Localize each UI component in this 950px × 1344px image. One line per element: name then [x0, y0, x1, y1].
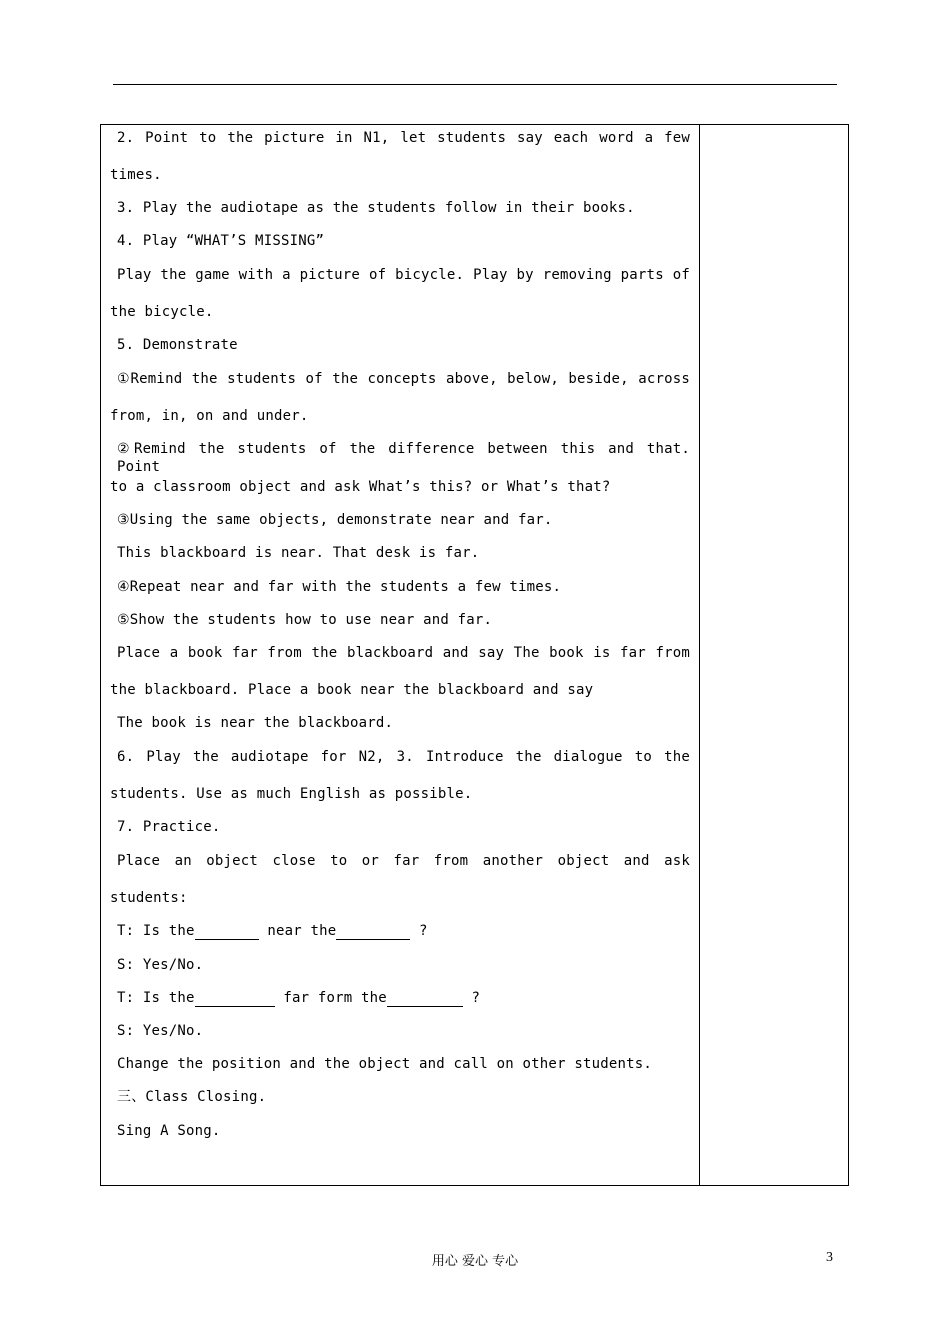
step-2-line-1: 2. Point to the picture in N1, let students say each word a few	[117, 130, 690, 146]
demo-2-line-2: to a classroom object and ask What’s this? or What’s that?	[110, 479, 611, 495]
fill-blank	[387, 990, 463, 1007]
step-7-line-1: Place an object close to or far from another object and ask	[117, 853, 690, 869]
step-2-line-2: times.	[110, 167, 162, 183]
question-far-end: ?	[471, 990, 481, 1006]
step-6-line-2: students. Use as much English as possible.	[110, 786, 473, 802]
step-5-title: 5. Demonstrate	[117, 337, 238, 353]
question-far-middle: far form the	[283, 990, 387, 1006]
class-closing-title: 三、Class Closing.	[117, 1089, 267, 1105]
header-rule	[113, 84, 837, 85]
student-answer-2: S: Yes/No.	[117, 1023, 204, 1039]
step-4-line-2: the bicycle.	[110, 304, 214, 320]
demo-5-line-1: Place a book far from the blackboard and say The book is far from	[117, 645, 690, 661]
fill-blank	[336, 923, 410, 940]
question-near-end: ?	[418, 923, 428, 939]
demo-5-line-2: the blackboard. Place a book near the blackboard and say	[110, 682, 594, 698]
teacher-question-near	[117, 922, 697, 940]
demo-5: ⑤Show the students how to use near and far.	[117, 612, 493, 628]
fill-blank	[195, 990, 275, 1007]
step-7-line-2: students:	[110, 890, 188, 906]
teacher-question-far	[117, 989, 697, 1007]
step-7-title: 7. Practice.	[117, 819, 221, 835]
demo-3: ③Using the same objects, demonstrate near and far.	[117, 512, 553, 528]
question-far-start: T: Is the	[117, 990, 195, 1006]
footer-motto: 用心 爱心 专心	[431, 1254, 519, 1269]
notes-cell	[700, 125, 848, 1185]
demo-5-line-3: The book is near the blackboard.	[117, 715, 394, 731]
student-answer-1: S: Yes/No.	[117, 957, 204, 973]
demo-1-line-2: from, in, on and under.	[110, 408, 309, 424]
step-4-title: 4. Play “WHAT’S MISSING”	[117, 233, 325, 249]
page-number: 3	[826, 1250, 833, 1265]
demo-2-line-1: ②Remind the students of the difference between this and that. Point	[117, 441, 690, 475]
demo-3-example: This blackboard is near. That desk is far.	[117, 545, 480, 561]
step-7-change: Change the position and the object and call on other students.	[117, 1056, 652, 1072]
question-near-start: T: Is the	[117, 923, 195, 939]
demo-4: ④Repeat near and far with the students a few times.	[117, 579, 562, 595]
class-closing-song: Sing A Song.	[117, 1123, 221, 1139]
step-4-line-1: Play the game with a picture of bicycle. Play by removing parts of	[117, 267, 690, 283]
step-6-line-1: 6. Play the audiotape for N2, 3. Introduce the dialogue to the	[117, 749, 690, 765]
question-near-middle: near the	[267, 923, 337, 939]
demo-1-line-1: ①Remind the students of the concepts above, below, beside, across	[117, 371, 690, 387]
step-3: 3. Play the audiotape as the students follow in their books.	[117, 200, 635, 216]
fill-blank	[195, 923, 259, 940]
